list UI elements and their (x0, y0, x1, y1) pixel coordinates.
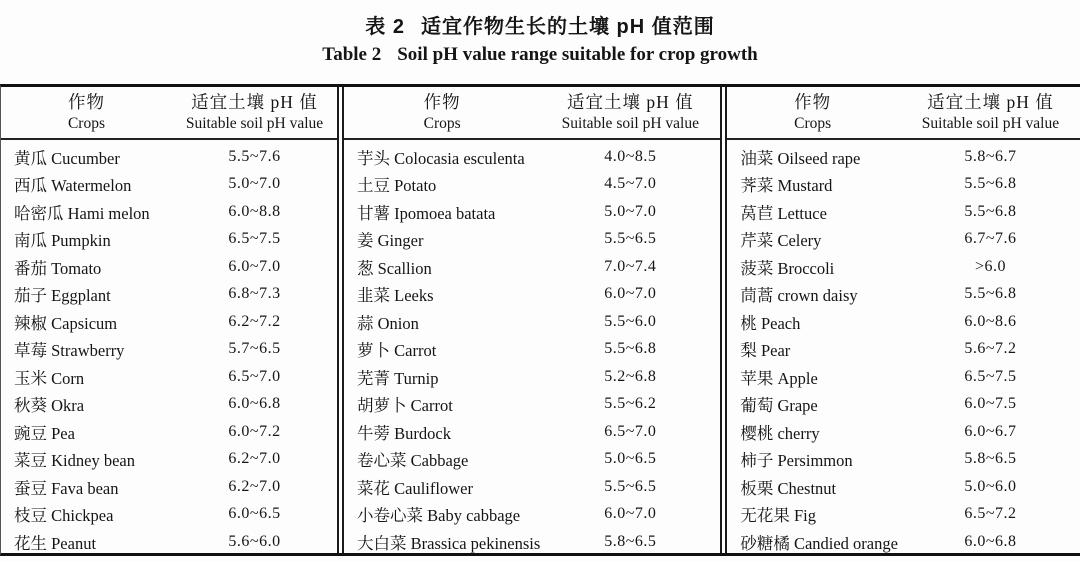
crops-header (727, 87, 898, 138)
ph-value: 6.0~7.2 (228, 422, 281, 440)
crops-header-cn: 作物 (423, 91, 461, 112)
ph-value: 5.6~7.2 (964, 340, 1017, 358)
table-row (1, 171, 337, 199)
table-column-group-2 (344, 87, 720, 553)
table-column-group-3 (727, 87, 1080, 553)
table-row (1, 363, 337, 391)
table-row (344, 363, 720, 391)
ph-value: 6.0~8.6 (964, 312, 1017, 330)
crop-name: 番茄 Tomato (14, 258, 102, 278)
table-row (727, 281, 1080, 309)
ph-header-en: Suitable soil pH value (561, 114, 699, 132)
ph-value: 5.5~7.6 (228, 147, 281, 165)
group-2-header (344, 87, 720, 140)
crop-name: 卷心菜 Cabbage (357, 451, 469, 471)
crop-name: 桃 Peach (740, 313, 801, 333)
ph-value: 6.0~7.5 (964, 395, 1017, 413)
ph-value: 5.5~6.8 (964, 175, 1017, 193)
table-row (727, 226, 1080, 254)
crop-name: 芹菜 Celery (740, 231, 822, 251)
ph-value: 4.5~7.0 (604, 175, 657, 193)
ph-header-cn: 适宜土壤 pH 值 (191, 91, 318, 112)
crop-name: 菜花 Cauliflower (357, 478, 473, 498)
crop-name: 莴苣 Lettuce (740, 203, 827, 223)
ph-value: 6.7~7.6 (964, 230, 1017, 248)
crop-name: 茼蒿 crown daisy (740, 286, 858, 306)
ph-value: 5.0~7.0 (228, 175, 281, 193)
table-row (344, 528, 720, 556)
crops-header-en: Crops (794, 114, 832, 132)
table-row (1, 391, 337, 419)
crop-name: 枝豆 Chickpea (14, 506, 114, 526)
table-row (727, 446, 1080, 474)
ph-value: 6.5~7.2 (964, 505, 1017, 523)
ph-value: 5.5~6.5 (604, 477, 657, 495)
crop-name: 辣椒 Capsicum (14, 313, 118, 333)
crop-name: 葡萄 Grape (740, 396, 818, 416)
table-row (727, 253, 1080, 281)
ph-value: 6.0~7.0 (604, 285, 657, 303)
crop-name: 菜豆 Kidney bean (14, 451, 135, 471)
crop-name: 玉米 Corn (14, 368, 85, 388)
table-number-cn: 表 2 (365, 16, 405, 38)
table-title-chinese (0, 10, 1080, 39)
ph-value: 5.6~6.0 (228, 532, 281, 550)
ph-value: 5.5~6.8 (964, 202, 1017, 220)
table-row (727, 171, 1080, 199)
table-row (1, 308, 337, 336)
ph-header-cn: 适宜土壤 pH 值 (927, 91, 1054, 112)
ph-value: 6.0~8.8 (228, 202, 281, 220)
ph-value: 5.5~6.2 (604, 395, 657, 413)
crops-header (344, 87, 540, 138)
table-row (1, 336, 337, 364)
ph-value: 5.7~6.5 (228, 340, 281, 358)
crop-name: 油菜 Oilseed rape (740, 148, 861, 168)
crop-name: 芋头 Colocasia esculenta (357, 148, 525, 168)
crop-name: 黄瓜 Cucumber (14, 148, 120, 168)
crop-name: 萝卜 Carrot (357, 341, 437, 361)
crop-name: 土豆 Potato (357, 176, 437, 196)
crop-name: 板栗 Chestnut (740, 478, 837, 498)
table-row (1, 446, 337, 474)
crop-name: 无花果 Fig (740, 506, 816, 526)
table-row (727, 363, 1080, 391)
column-separator (337, 87, 344, 553)
ph-value: 5.8~6.5 (964, 450, 1017, 468)
crop-name: 葱 Scallion (357, 258, 432, 278)
ph-value: 6.0~6.8 (964, 532, 1017, 550)
ph-header (540, 87, 720, 138)
table-title-text-en: Soil pH value range suitable for crop growth (397, 44, 758, 65)
crop-name: 草莓 Strawberry (14, 341, 125, 361)
crops-header-en: Crops (67, 114, 106, 132)
crops-header-cn: 作物 (68, 91, 105, 112)
ph-value: 4.0~8.5 (604, 147, 657, 165)
crop-name: 胡萝卜 Carrot (357, 396, 453, 416)
table-row (344, 418, 720, 446)
ph-value: 5.8~6.7 (964, 147, 1017, 165)
ph-value: 6.0~6.5 (228, 505, 281, 523)
ph-value: 6.5~7.0 (228, 367, 281, 385)
table-row (344, 446, 720, 474)
table-row (727, 391, 1080, 419)
table-row (344, 198, 720, 226)
ph-header-en: Suitable soil pH value (921, 114, 1060, 132)
table-row (1, 473, 337, 501)
table-row (1, 281, 337, 309)
table-row (727, 473, 1080, 501)
table-row (727, 198, 1080, 226)
table-row (344, 171, 720, 199)
crop-name: 南瓜 Pumpkin (14, 231, 111, 251)
table-column-group-1 (1, 87, 337, 553)
table-row (1, 143, 337, 171)
table-row (727, 308, 1080, 336)
ph-value: 5.5~6.8 (964, 285, 1017, 303)
crop-name: 梨 Pear (740, 341, 791, 361)
crop-name: 韭菜 Leeks (357, 286, 434, 306)
crop-name: 芜菁 Turnip (357, 368, 439, 388)
table-row (1, 253, 337, 281)
group-1-header (1, 87, 337, 140)
crop-name: 柿子 Persimmon (740, 451, 853, 471)
table-row (1, 226, 337, 254)
ph-header (898, 87, 1080, 138)
table-row (344, 308, 720, 336)
crop-name: 砂糖橘 Candied orange (740, 533, 898, 553)
group-2-rows (344, 140, 720, 556)
crops-header-cn: 作物 (794, 91, 832, 112)
table-row (344, 473, 720, 501)
ph-value: 6.0~7.0 (228, 257, 281, 275)
group-1-rows (1, 140, 337, 556)
ph-value: 5.0~6.0 (964, 477, 1017, 495)
crop-name: 豌豆 Pea (14, 423, 75, 443)
table-row (344, 391, 720, 419)
ph-value: 6.0~7.0 (604, 505, 657, 523)
crop-name: 蚕豆 Fava bean (14, 478, 119, 498)
soil-ph-table (0, 84, 1080, 556)
crop-name: 大白菜 Brassica pekinensis (357, 533, 541, 553)
table-title-text-cn: 适宜作物生长的土壤 pH 值范围 (420, 16, 715, 38)
ph-value: 6.0~6.7 (964, 422, 1017, 440)
crop-name: 苹果 Apple (740, 368, 818, 388)
ph-header-cn: 适宜土壤 pH 值 (566, 91, 694, 112)
ph-value: 6.8~7.3 (228, 285, 281, 303)
table-row (344, 226, 720, 254)
ph-value: 6.5~7.5 (964, 367, 1017, 385)
table-row (1, 198, 337, 226)
ph-value: 5.8~6.5 (604, 532, 657, 550)
crop-name: 哈密瓜 Hami melon (14, 203, 150, 223)
table-title-english (0, 44, 1080, 66)
crop-name: 牛蒡 Burdock (357, 423, 451, 443)
table-row (1, 528, 337, 556)
ph-header (172, 87, 337, 138)
ph-value: 5.5~6.8 (604, 340, 657, 358)
table-number-en: Table 2 (322, 44, 382, 65)
ph-header-en: Suitable soil pH value (185, 114, 324, 132)
crop-name: 小卷心菜 Baby cabbage (357, 506, 521, 526)
table-row (344, 336, 720, 364)
ph-value: 5.5~6.0 (604, 312, 657, 330)
ph-value: 5.5~6.5 (604, 230, 657, 248)
ph-value: 6.2~7.0 (228, 477, 281, 495)
table-row (344, 501, 720, 529)
crop-name: 荠菜 Mustard (740, 176, 833, 196)
ph-value: 6.5~7.0 (604, 422, 657, 440)
crop-name: 花生 Peanut (14, 533, 97, 553)
ph-value: 6.5~7.5 (228, 230, 281, 248)
ph-value: >6.0 (974, 257, 1006, 275)
crops-header-en: Crops (423, 114, 461, 132)
table-row (344, 281, 720, 309)
table-row (727, 336, 1080, 364)
table-row (727, 143, 1080, 171)
ph-value: 6.0~6.8 (228, 395, 281, 413)
crop-name: 西瓜 Watermelon (14, 176, 132, 196)
ph-value: 6.2~7.0 (228, 450, 281, 468)
ph-value: 5.2~6.8 (604, 367, 657, 385)
table-row (1, 418, 337, 446)
ph-value: 5.0~7.0 (604, 202, 657, 220)
table-row (727, 501, 1080, 529)
crops-header (1, 87, 172, 138)
column-separator (720, 87, 727, 553)
table-row (727, 418, 1080, 446)
ph-value: 7.0~7.4 (604, 257, 657, 275)
crop-name: 甘薯 Ipomoea batata (357, 203, 496, 223)
crop-name: 姜 Ginger (357, 231, 424, 251)
group-3-rows (727, 140, 1080, 556)
table-row (1, 501, 337, 529)
crop-name: 茄子 Eggplant (14, 286, 111, 306)
ph-value: 6.2~7.2 (228, 312, 281, 330)
group-3-header (727, 87, 1080, 140)
table-row (344, 143, 720, 171)
table-row (727, 528, 1080, 556)
table-row (344, 253, 720, 281)
crop-name: 蒜 Onion (357, 313, 419, 333)
crop-name: 菠菜 Broccoli (740, 258, 835, 278)
ph-value: 5.0~6.5 (604, 450, 657, 468)
crop-name: 秋葵 Okra (14, 396, 85, 416)
crop-name: 樱桃 cherry (740, 423, 820, 443)
